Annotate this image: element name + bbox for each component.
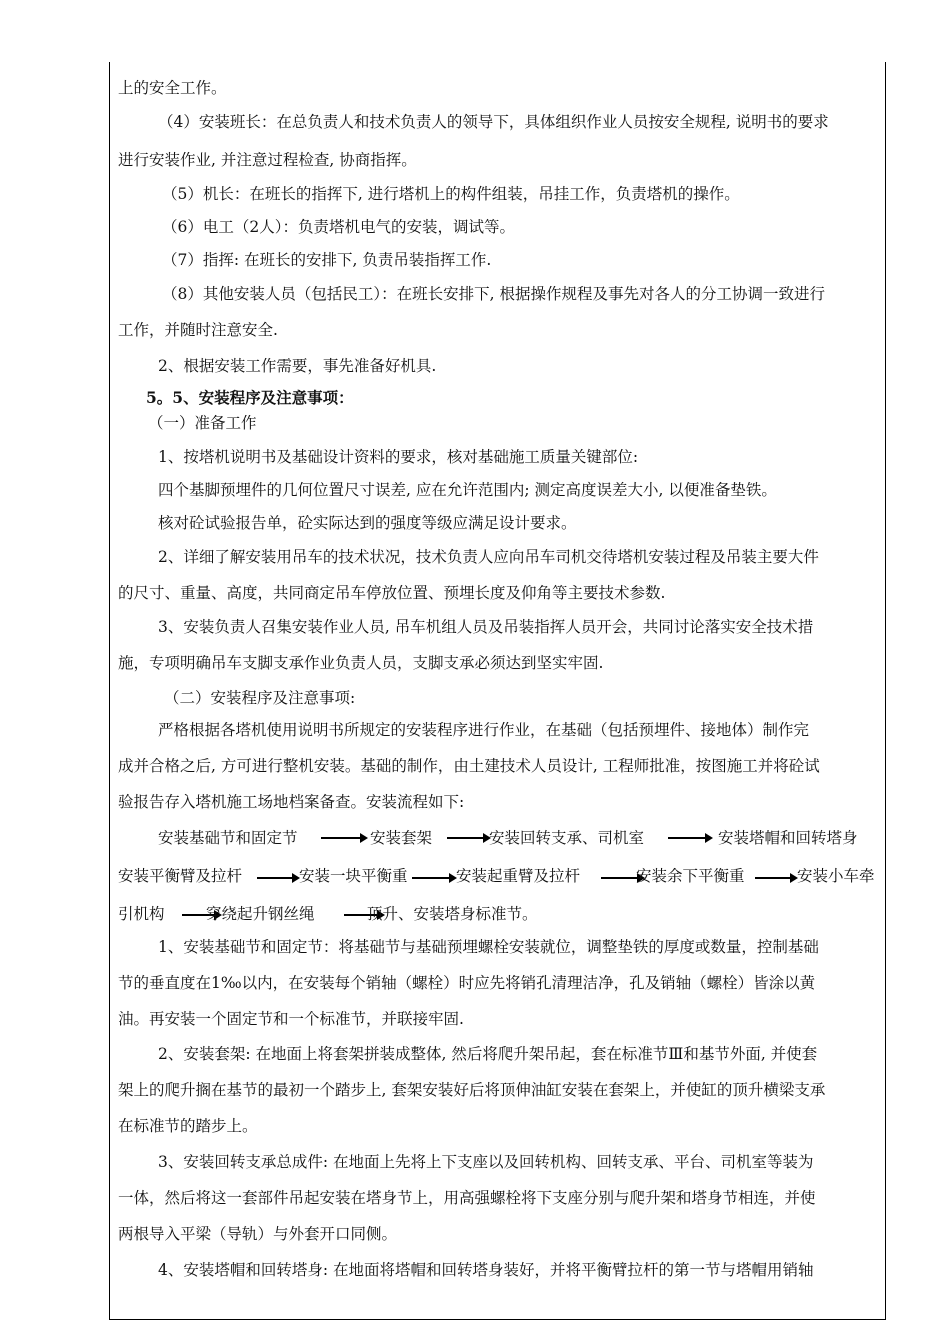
paragraph-line: 3、安装负责人召集安装作业人员, 吊车机组人员及吊装指挥人员开会，共同讨论落实安全技术措	[158, 618, 814, 636]
paragraph-line: 工作，并随时注意安全.	[118, 321, 278, 339]
paragraph-line: 上的安全工作。	[118, 79, 227, 97]
flow-step: 安装基础节和固定节	[158, 829, 298, 847]
paragraph-line: 在标准节的踏步上。	[118, 1117, 258, 1135]
paragraph-line: 4、安装塔帽和回转塔身: 在地面将塔帽和回转塔身装好，并将平衡臂拉杆的第一节与塔帽用销轴	[158, 1261, 814, 1279]
paragraph-line: 核对砼试验报告单，砼实际达到的强度等级应满足设计要求。	[158, 514, 577, 532]
flow-step: 引机构	[118, 905, 165, 923]
paragraph-line: 验报告存入塔机施工场地档案备查。安装流程如下:	[118, 793, 465, 811]
flow-arrow	[755, 877, 791, 879]
paragraph-line: 3、安装回转支承总成件: 在地面上先将上下支座以及回转机构、回转支承、平台、司机室等装为	[158, 1153, 814, 1171]
paragraph-line: 一体，然后将这一套部件吊起安装在塔身节上，用高强螺栓将下支座分别与爬升架和塔身节相连，并使	[118, 1189, 816, 1207]
flow-arrow	[412, 877, 450, 879]
subsection-heading: （二）安装程序及注意事项:	[164, 689, 356, 707]
flow-step: 安装塔帽和回转塔身	[718, 829, 858, 847]
paragraph-line: （8）其他安装人员（包括民工）：在班长安排下, 根据操作规程及事先对各人的分工协调一致进行	[162, 285, 825, 303]
paragraph-line: 2、根据安装工作需要，事先准备好机具.	[158, 357, 437, 375]
flow-step: 安装余下平衡重	[636, 867, 745, 885]
paragraph-line: 进行安装作业, 并注意过程检查, 协商指挥。	[118, 151, 417, 169]
paragraph-line: 节的垂直度在1‰以内，在安装每个销轴（螺栓）时应先将销孔清理洁净，孔及销轴（螺栓）皆涂以黄	[118, 974, 816, 992]
flow-step: 穿绕起升钢丝绳	[206, 905, 315, 923]
paragraph-line: 的尺寸、重量、高度，共同商定吊车停放位置、预埋长度及仰角等主要技术参数.	[118, 584, 666, 602]
flow-step: 安装套架	[370, 829, 433, 847]
paragraph-line: 施，专项明确吊车支脚支承作业负责人员，支脚支承必须达到坚实牢固.	[118, 654, 604, 672]
paragraph-line: 1、按塔机说明书及基础设计资料的要求，核对基础施工质量关键部位:	[158, 448, 639, 466]
flow-arrow	[601, 877, 638, 879]
paragraph-line: （7）指挥: 在班长的安排下, 负责吊装指挥工作.	[162, 251, 492, 269]
flow-step: 安装一块平衡重	[299, 867, 408, 885]
section-heading: 5。5、安装程序及注意事项：	[146, 388, 354, 407]
flow-step: 安装小车牵	[797, 867, 875, 885]
paragraph-line: 1、安装基础节和固定节：将基础节与基础预埋螺栓安装就位，调整垫铁的厚度或数量，控制基础	[158, 938, 819, 956]
flow-arrow	[321, 837, 361, 839]
flow-arrow	[257, 877, 293, 879]
flow-step: 安装平衡臂及拉杆	[118, 867, 243, 885]
paragraph-line: 四个基脚预埋件的几何位置尺寸误差, 应在允许范围内; 测定高度误差大小, 以便准备垫铁。	[158, 481, 777, 499]
paragraph-line: 严格根据各塔机使用说明书所规定的安装程序进行作业，在基础（包括预埋件、接地体）制作完	[158, 721, 810, 739]
paragraph-line: （5）机长：在班长的指挥下, 进行塔机上的构件组装，吊挂工作，负责塔机的操作。	[162, 185, 740, 203]
paragraph-line: 油。再安装一个固定节和一个标准节，并联接牢固.	[118, 1010, 464, 1028]
flow-step: 安装回转支承、司机室	[489, 829, 645, 847]
paragraph-line: 2、详细了解安装用吊车的技术状况，技术负责人应向吊车司机交待塔机安装过程及吊装主要大件	[158, 548, 819, 566]
paragraph-line: （4）安装班长：在总负责人和技术负责人的领导下，具体组织作业人员按安全规程, 说明书的要求	[158, 113, 829, 131]
flow-step: 安装起重臂及拉杆	[456, 867, 581, 885]
paragraph-line: （6）电工（2人）：负责塔机电气的安装，调试等。	[162, 218, 515, 236]
paragraph-line: 两根导入平梁（导轨）与外套开口同侧。	[118, 1225, 398, 1243]
paragraph-line: 架上的爬升搁在基节的最初一个踏步上, 套架安装好后将顶伸油缸安装在套架上，并使缸的顶升横梁支承	[118, 1081, 826, 1099]
flow-arrow	[668, 837, 706, 839]
flow-arrow	[447, 837, 484, 839]
subsection-heading: （一）准备工作	[148, 414, 257, 432]
paragraph-line: 成并合格之后, 方可进行整机安装。基础的制作，由土建技术人员设计, 工程师批准，按图施工并将砼试	[118, 757, 820, 775]
paragraph-line: 2、安装套架: 在地面上将套架拼装成整体, 然后将爬升架吊起，套在标准节Ⅲ和基节外面, 并使套	[158, 1045, 818, 1063]
flow-step: 顶升、安装塔身标准节。	[367, 905, 538, 923]
